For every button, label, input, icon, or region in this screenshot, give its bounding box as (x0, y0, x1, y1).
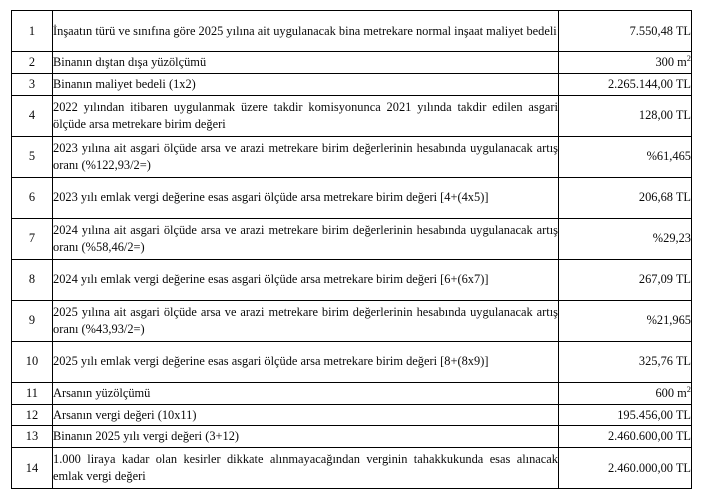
row-description-cell (53, 382, 559, 404)
row-description-cell (53, 300, 559, 341)
row-value-cell (559, 95, 692, 136)
row-number-cell: 5 (12, 136, 53, 177)
row-description-cell (53, 73, 559, 95)
row-value-cell (559, 136, 692, 177)
row-description-cell (53, 259, 559, 300)
row-description-cell (53, 448, 559, 489)
row-value-cell (559, 52, 692, 74)
table-row (12, 11, 692, 52)
row-value-text: 325,76 TL (638, 354, 691, 369)
row-number-cell: 11 (12, 382, 53, 404)
row-value-text: 206,68 TL (638, 190, 691, 205)
row-value-cell (559, 448, 692, 489)
row-number-cell: 14 (12, 448, 53, 489)
row-description-cell (53, 177, 559, 218)
table-row (12, 426, 692, 448)
row-description-cell (53, 52, 559, 74)
row-description-text: Binanın 2025 yılı vergi değeri (3+12) (53, 429, 240, 444)
row-number-cell: 1 (12, 11, 53, 52)
table-row (12, 300, 692, 341)
table-row (12, 73, 692, 95)
table-row (12, 136, 692, 177)
table-row (12, 95, 692, 136)
row-description-text: 1.000 liraya kadar olan kesirler dikkate alınmayacağından verginin tahakkukunda esas alınacak emlak vergi değeri (53, 452, 558, 484)
table-row (12, 218, 692, 259)
table-row (12, 52, 692, 74)
row-value-text: 600 m (655, 385, 687, 400)
row-value-cell (559, 11, 692, 52)
row-description-text: 2023 yılına ait asgari ölçüde arsa ve arazi metrekare birim değerlerinin hesabında uygulanacak artış oranı (%122,93/2=) (53, 140, 558, 172)
row-number-cell: 2 (12, 52, 53, 74)
row-number-cell: 7 (12, 218, 53, 259)
row-number-cell: 12 (12, 404, 53, 426)
row-value-cell (559, 341, 692, 382)
row-description-text: Binanın dıştan dışa yüzölçümü (53, 55, 207, 69)
row-description-text: 2025 yılı emlak vergi değerine esas asgari ölçüde arsa metrekare birim değeri [8+(8x9)] (53, 354, 489, 369)
row-description-text: 2024 yılına ait asgari ölçüde arsa ve arazi metrekare birim değerlerinin hesabında uygulanacak artış oranı (%58,46/2=) (53, 222, 558, 254)
row-description-text: Binanın maliyet bedeli (1x2) (53, 76, 196, 91)
row-value-text: 195.456,00 TL (617, 407, 691, 422)
row-value-text: 2.460.000,00 TL (607, 460, 691, 475)
row-value-cell (559, 426, 692, 448)
row-value-superscript: 2 (686, 383, 691, 394)
clipped-text-line (0, 0, 701, 5)
table-row (12, 448, 692, 489)
row-value-cell (559, 404, 692, 426)
row-value-text: %29,23 (652, 231, 691, 246)
row-number-cell: 8 (12, 259, 53, 300)
row-description-text: 2023 yılı emlak vergi değerine esas asgari ölçüde arsa metrekare birim değeri [4+(4x5)] (53, 190, 489, 205)
row-value-superscript: 2 (686, 52, 691, 63)
row-value-text: 2.460.600,00 TL (607, 429, 691, 444)
row-value-cell (559, 259, 692, 300)
row-description-text: İnşaatın türü ve sınıfına göre 2025 yılına ait uygulanacak bina metrekare normal inşaat maliyet bedeli (53, 23, 557, 38)
row-value-cell (559, 177, 692, 218)
row-description-text: Arsanın vergi değeri (10x11) (53, 407, 197, 422)
row-number-cell: 4 (12, 95, 53, 136)
row-number-cell: 3 (12, 73, 53, 95)
property-tax-calculation-table (11, 10, 692, 489)
row-description-text: 2022 yılından itibaren uygulanmak üzere takdir komisyonunca 2021 yılında takdir edilen asgari ölçüde arsa metrekare birim değeri (53, 99, 558, 131)
row-number-cell: 10 (12, 341, 53, 382)
row-value-text: 267,09 TL (638, 272, 691, 287)
row-value-cell (559, 73, 692, 95)
table-row (12, 341, 692, 382)
table-row (12, 259, 692, 300)
row-description-cell (53, 11, 559, 52)
row-value-cell (559, 300, 692, 341)
row-description-cell (53, 404, 559, 426)
row-number-cell: 9 (12, 300, 53, 341)
row-number-cell: 13 (12, 426, 53, 448)
table-body (12, 11, 692, 489)
row-number-cell: 6 (12, 177, 53, 218)
row-value-text: 128,00 TL (638, 108, 691, 123)
row-value-text: %21,965 (646, 313, 691, 328)
row-value-cell (559, 382, 692, 404)
row-description-cell (53, 218, 559, 259)
row-value-text: 7.550,48 TL (629, 23, 691, 38)
table-row (12, 382, 692, 404)
row-value-text: 300 m (655, 55, 687, 69)
table-row (12, 404, 692, 426)
row-description-cell (53, 136, 559, 177)
row-description-cell (53, 95, 559, 136)
table-row (12, 177, 692, 218)
row-description-text: Arsanın yüzölçümü (53, 385, 151, 400)
row-description-cell (53, 426, 559, 448)
row-value-cell (559, 218, 692, 259)
row-description-text: 2025 yılına ait asgari ölçüde arsa ve arazi metrekare birim değerlerinin hesabında uygulanacak artış oranı (%43,93/2=) (53, 304, 558, 336)
row-value-text: %61,465 (646, 149, 691, 164)
row-description-text: 2024 yılı emlak vergi değerine esas asgari ölçüde arsa metrekare birim değeri [6+(6x7)] (53, 272, 489, 287)
row-description-cell (53, 341, 559, 382)
row-value-text: 2.265.144,00 TL (607, 76, 691, 91)
table-container (11, 10, 690, 489)
